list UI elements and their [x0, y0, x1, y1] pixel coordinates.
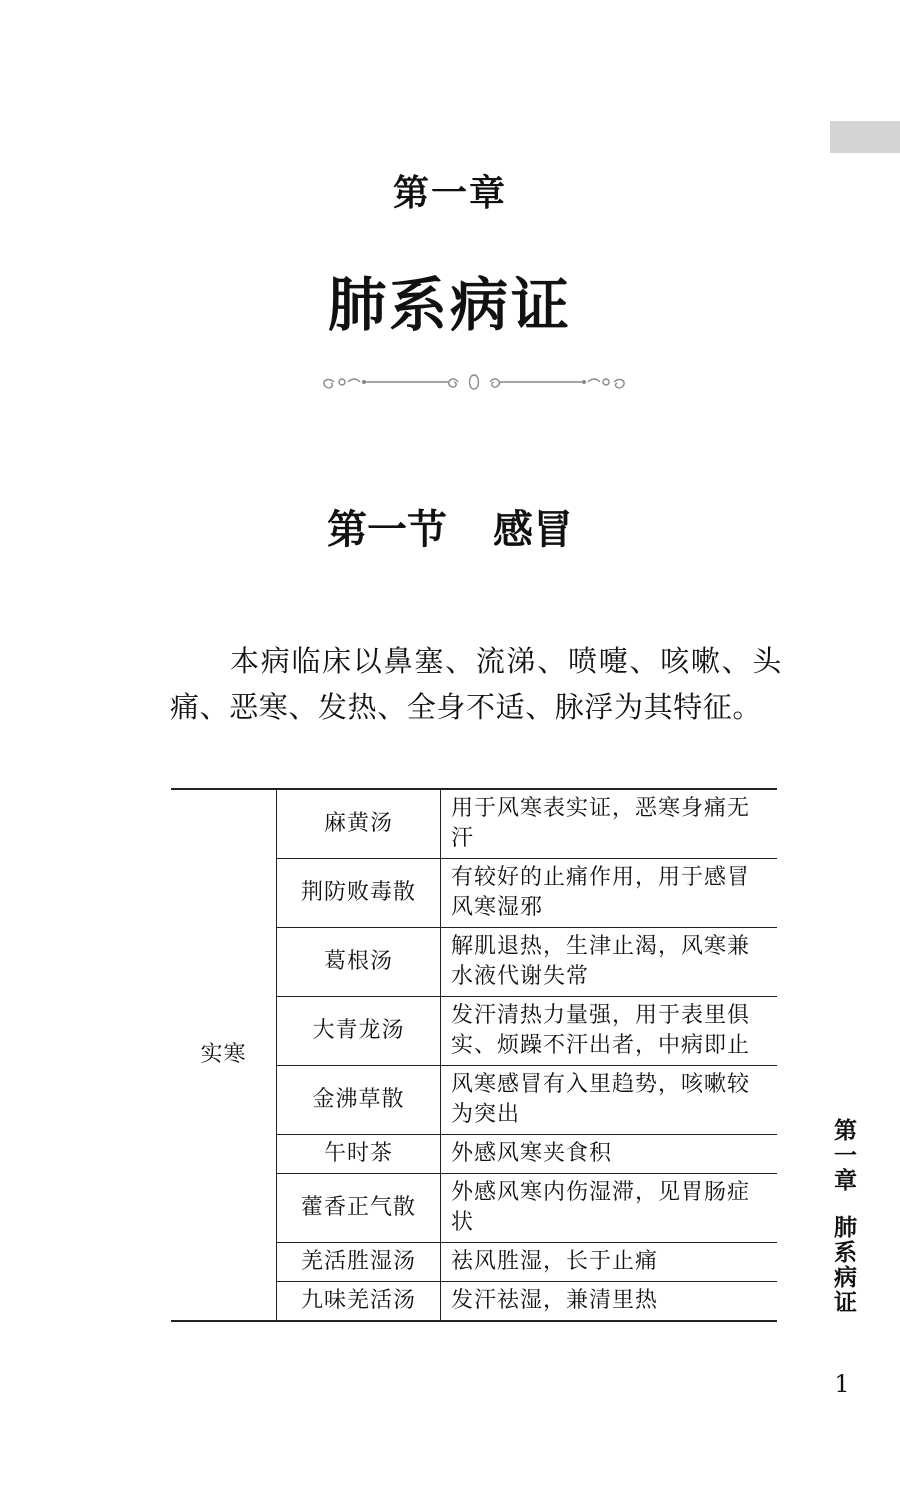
prescription-name: 藿香正气散: [277, 1174, 441, 1243]
chapter-label: 第一章: [392, 172, 507, 214]
chapter-title: 肺系病证: [327, 271, 572, 339]
section-title: [0, 498, 900, 555]
prescription-name: 葛根汤: [277, 928, 441, 997]
margin-chapter-title: [826, 1118, 858, 1315]
prescription-name: 午时茶: [277, 1135, 441, 1174]
prescription-description: 用于风寒表实证，恶寒身痛无汗: [441, 789, 778, 859]
prescription-name: 金沸草散: [277, 1066, 441, 1135]
page-number: 1: [834, 1370, 850, 1398]
category-cell: 实寒: [171, 789, 277, 1321]
prescription-description: 发汗祛湿，兼清里热: [441, 1282, 778, 1322]
decorative-divider: [318, 368, 630, 396]
prescription-description: 外感风寒夹食积: [441, 1135, 778, 1174]
prescription-name: 麻黄汤: [277, 789, 441, 859]
prescription-name: 九味羌活汤: [277, 1282, 441, 1322]
prescription-name: 荆防败毒散: [277, 859, 441, 928]
prescription-description: 风寒感冒有入里趋势，咳嗽较为突出: [441, 1066, 778, 1135]
prescription-description: 解肌退热，生津止渴，风寒兼水液代谢失常: [441, 928, 778, 997]
section-name: 感冒: [493, 506, 573, 553]
prescription-name: 大青龙汤: [277, 997, 441, 1066]
margin-chapter-name: 肺系病证: [830, 1215, 857, 1315]
prescription-description: 发汗清热力量强，用于表里俱实、烦躁不汗出者，中病即止: [441, 997, 778, 1066]
prescription-name: 羌活胜湿汤: [277, 1243, 441, 1282]
margin-chapter-label: 第一章: [830, 1118, 857, 1193]
intro-paragraph: 本病临床以鼻塞、流涕、喷嚏、咳嗽、头痛、恶寒、发热、全身不适、脉浮为其特征。: [170, 644, 782, 724]
chapter-side-tab: [830, 121, 900, 153]
prescription-description: 祛风胜湿，长于止痛: [441, 1243, 778, 1282]
table-row: [171, 789, 777, 859]
prescription-description: 外感风寒内伤湿滞，见胃肠症状: [441, 1174, 778, 1243]
prescription-table: [171, 788, 777, 1322]
section-number: 第一节: [327, 506, 447, 553]
prescription-description: 有较好的止痛作用，用于感冒风寒湿邪: [441, 859, 778, 928]
